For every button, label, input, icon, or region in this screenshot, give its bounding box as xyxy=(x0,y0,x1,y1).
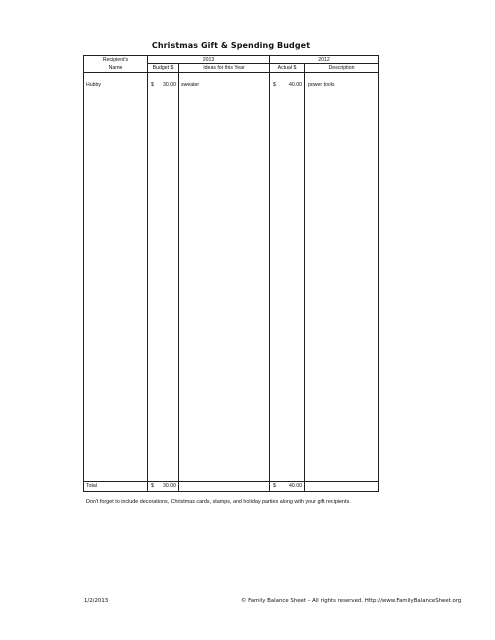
totals-budget-value: 30.00 xyxy=(163,483,176,489)
totals-actual-symbol: $ xyxy=(273,483,276,489)
header-year-current: 2013 xyxy=(202,57,215,63)
header-actual: Actual $ xyxy=(277,65,297,71)
header-recipient-line1: Recipient's xyxy=(102,57,129,63)
header-budget: Budget $ xyxy=(152,65,174,71)
row-description: power tools xyxy=(308,82,335,88)
footer-date: 1/2/2013 xyxy=(84,598,109,604)
totals-actual-value: 40.00 xyxy=(289,483,302,489)
header-description: Description xyxy=(328,65,355,71)
row-name: Hubby xyxy=(86,82,101,88)
header-recipient-line2: Name xyxy=(108,65,123,71)
page-title: Christmas Gift & Spending Budget xyxy=(151,41,311,50)
header-year-previous: 2012 xyxy=(318,57,330,63)
row-budget-symbol: $ xyxy=(151,82,154,88)
header-ideas: Ideas for this Year xyxy=(203,65,245,71)
totals-budget-symbol: $ xyxy=(151,483,154,489)
row-actual-symbol: $ xyxy=(273,82,276,88)
footer-copyright: © Family Balance Sheet – All rights reserved. Http://www.FamilyBalanceSheet.org xyxy=(241,598,462,604)
reminder-note: Don't forget to include decorations, Christmas cards, stamps, and holiday parties along with your gift recipients. xyxy=(86,499,351,505)
row-idea: sweater xyxy=(181,82,200,88)
row-actual-value: 40.00 xyxy=(289,82,302,88)
row-budget-value: 30.00 xyxy=(163,82,176,88)
totals-label: Total xyxy=(86,483,97,489)
